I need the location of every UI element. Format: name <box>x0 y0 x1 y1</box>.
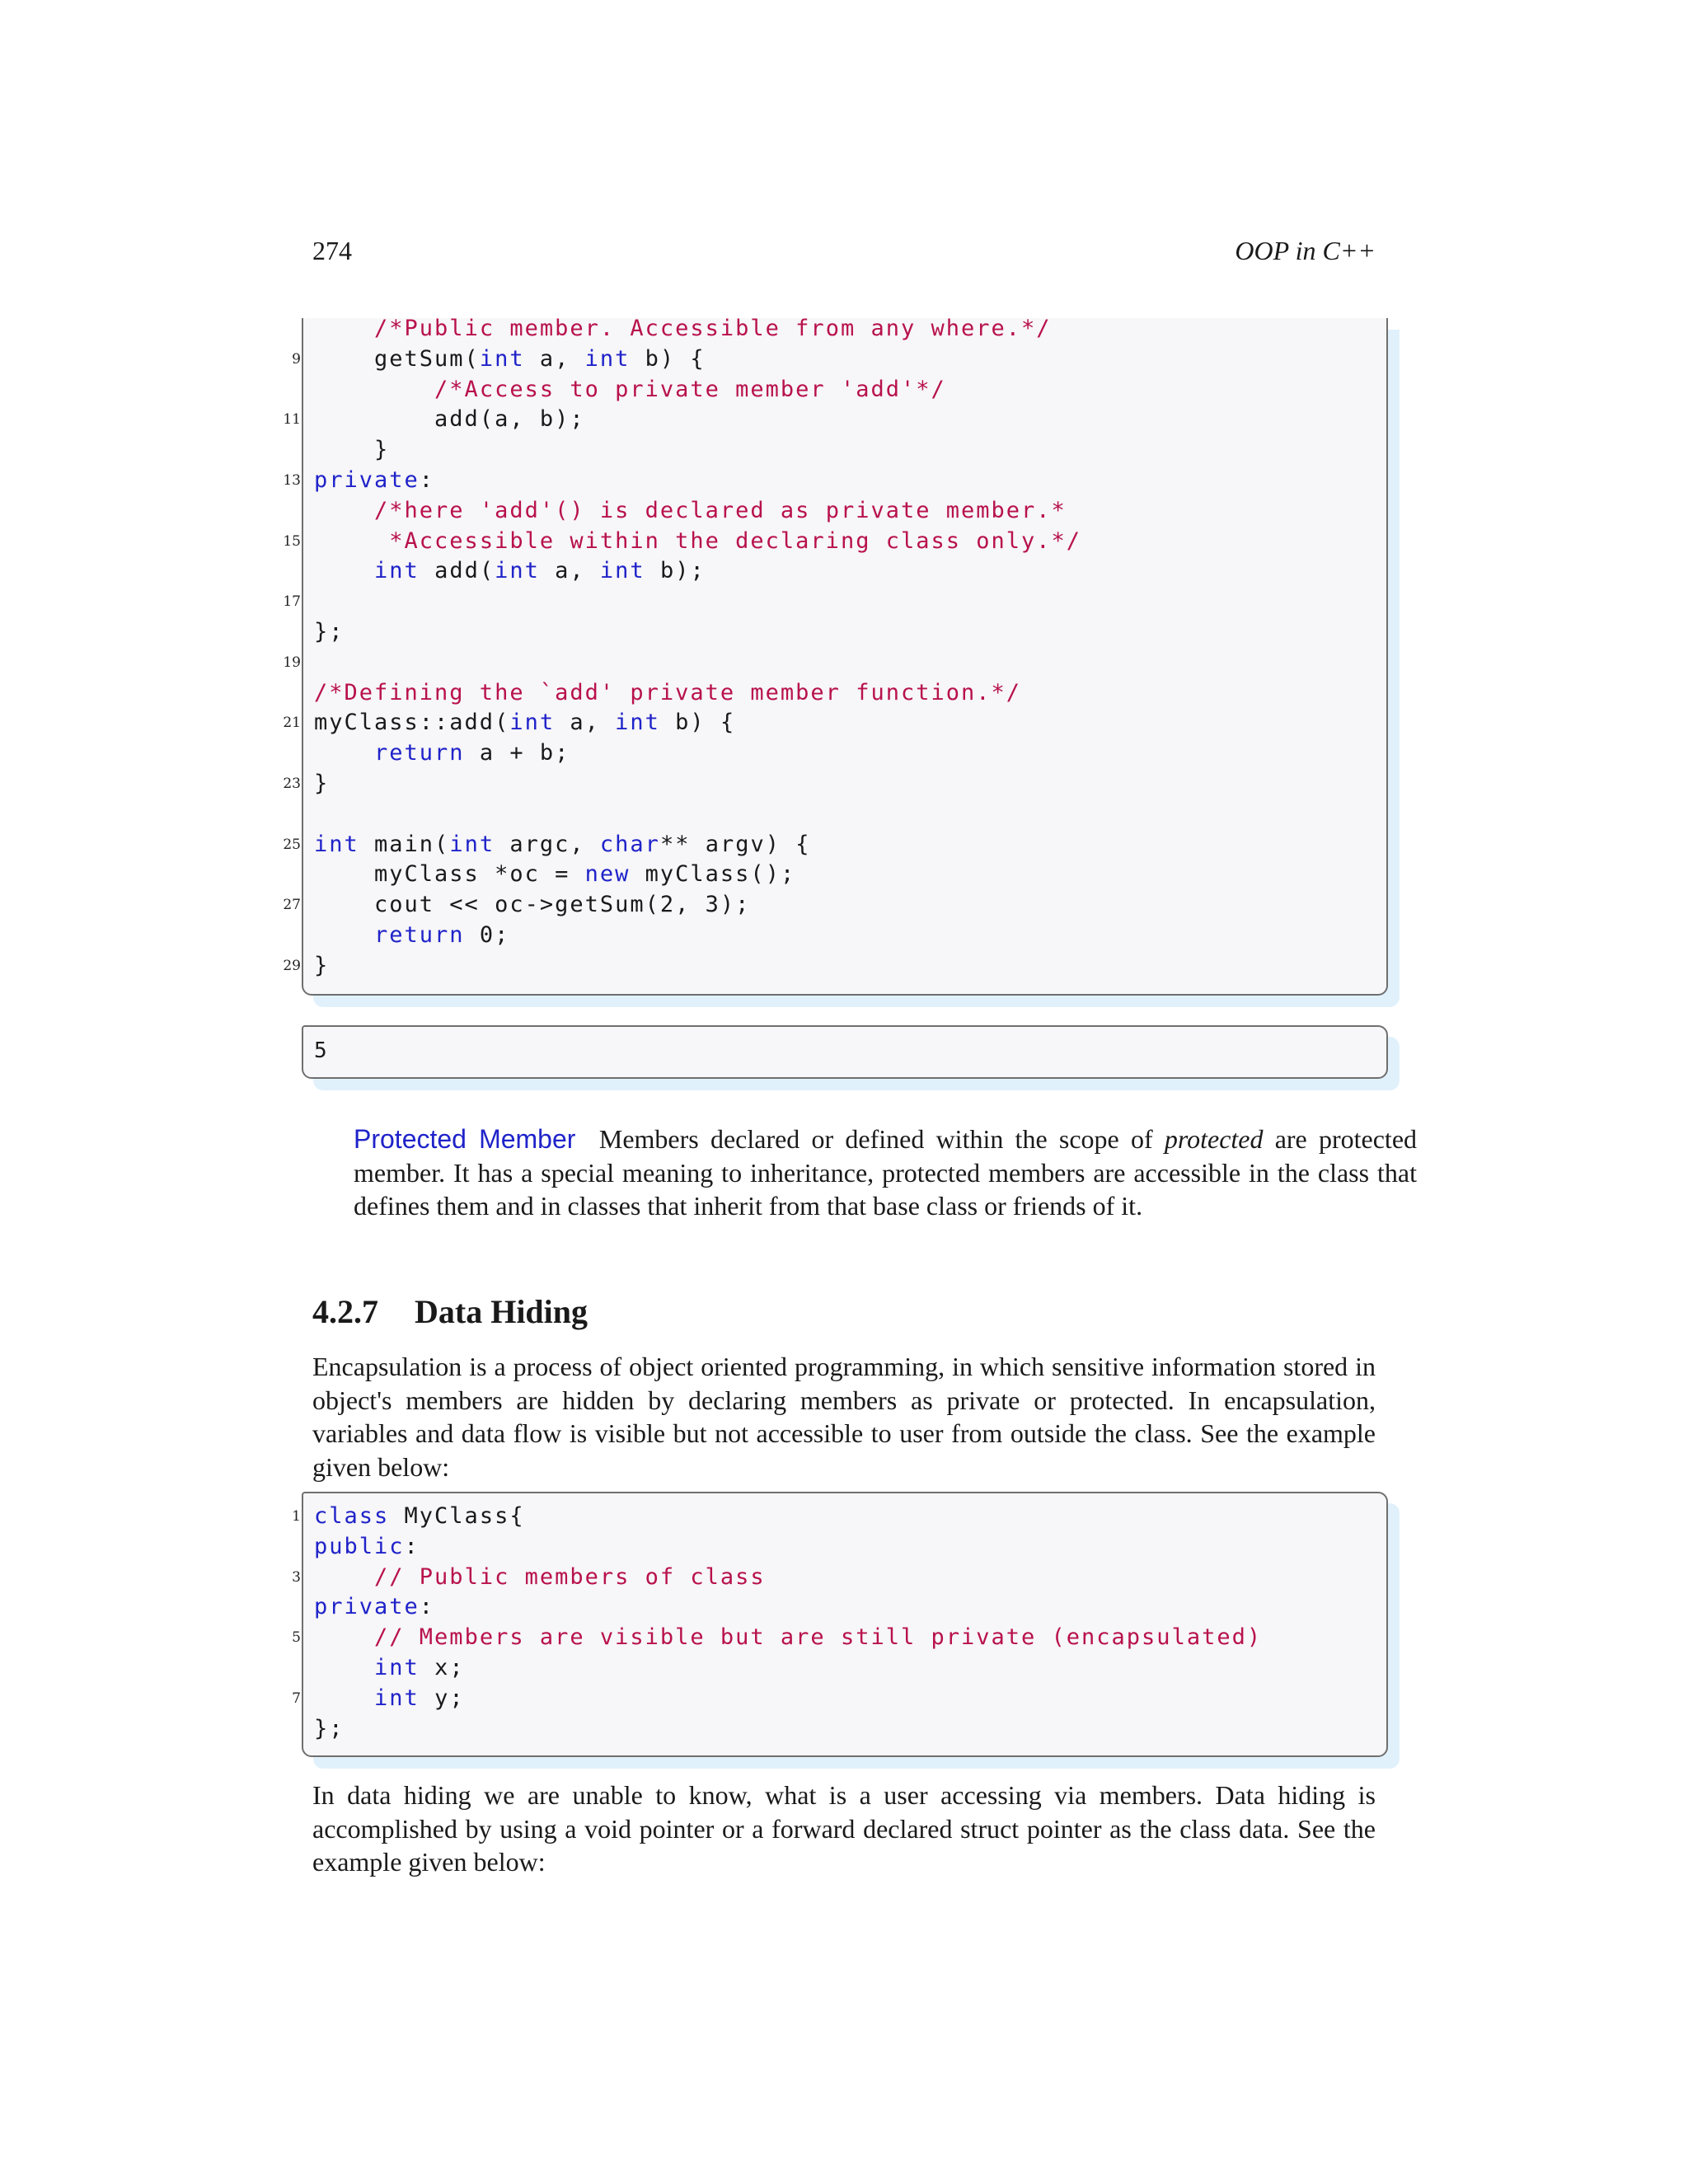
code-line <box>314 1532 1262 1563</box>
code-text <box>314 528 389 554</box>
code-text <box>314 740 374 766</box>
code-text <box>314 1655 374 1680</box>
code-line <box>292 344 1081 375</box>
code-text: x; <box>419 1654 465 1680</box>
code-keyword: private <box>314 466 420 493</box>
code-text <box>314 1564 374 1590</box>
code-text <box>314 922 374 948</box>
code-line <box>314 799 1081 830</box>
code-comment: /*Access to private member 'add'*/ <box>434 376 946 402</box>
code-keyword: int <box>314 831 359 857</box>
code-text: add( <box>419 558 495 584</box>
code-line <box>314 678 1081 709</box>
code-line <box>283 951 1081 982</box>
code-text: a, <box>555 710 616 736</box>
code-text: a, <box>539 558 600 584</box>
code-text <box>314 498 374 523</box>
code-text: }; <box>314 1715 345 1741</box>
code-line <box>283 466 1081 496</box>
code-text: ** argv) { <box>659 831 811 857</box>
code-line <box>283 648 1081 678</box>
code-comment: // Members are visible but are still private (encapsulated) <box>374 1624 1263 1651</box>
line-number: 11 <box>283 411 301 429</box>
code-keyword: int <box>495 558 540 584</box>
code-keyword: int <box>374 558 420 584</box>
line-number: 1 <box>292 1508 301 1525</box>
line-number: 5 <box>292 1629 301 1647</box>
code-text: : <box>419 466 435 493</box>
code-line <box>283 769 1081 799</box>
line-number: 7 <box>292 1690 301 1707</box>
code-line <box>292 1563 1262 1593</box>
line-number: 3 <box>292 1568 301 1586</box>
code-keyword: int <box>615 710 660 736</box>
line-number: 19 <box>283 654 301 671</box>
code-text: b); <box>645 558 706 584</box>
protected-member-paragraph <box>312 1122 1417 1223</box>
code-keyword: int <box>584 345 631 372</box>
run-in-heading: Protected Member <box>354 1124 576 1154</box>
code-text: } <box>314 770 330 796</box>
code-text: b) { <box>659 710 736 736</box>
closing-paragraph: In data hiding we are unable to know, what is a user accessing via members. Data hiding is accomplished by using a void pointer or a forward declared struct pointer as the class data. See the example given below: <box>312 1780 1376 1877</box>
code-keyword: public <box>314 1533 405 1559</box>
code-line <box>314 860 1081 890</box>
code-text <box>314 377 434 402</box>
code-text: }; <box>314 618 345 644</box>
code-text: getSum( <box>314 345 480 372</box>
code-text: 0; <box>464 921 510 948</box>
line-number: 15 <box>283 532 301 550</box>
code-text: argc, <box>495 831 600 857</box>
code-keyword: int <box>449 831 495 857</box>
line-number: 25 <box>283 836 301 853</box>
code-text: MyClass{ <box>389 1503 525 1529</box>
code-line <box>283 527 1082 557</box>
code-line <box>283 587 1081 617</box>
code-text: : <box>419 1594 435 1620</box>
code-line <box>283 405 1081 435</box>
code-line <box>314 496 1081 527</box>
line-number: 13 <box>283 471 301 489</box>
code-line <box>314 1714 1262 1745</box>
code-comment: /*here 'add'() is declared as private member.* <box>374 497 1067 523</box>
code-comment: /*Defining the `add' private member function.*/ <box>314 679 1022 705</box>
code-line <box>292 1684 1262 1714</box>
code-line <box>314 435 1081 466</box>
line-number: 17 <box>283 593 301 611</box>
code-line <box>283 890 1081 921</box>
code-keyword: int <box>479 345 525 372</box>
code-listing <box>283 314 1082 982</box>
line-number: 27 <box>283 897 301 914</box>
code-line <box>314 314 1081 344</box>
code-comment: /*Public member. Accessible from any where.*/ <box>374 316 1052 341</box>
code-keyword: new <box>584 861 631 888</box>
code-keyword: int <box>509 710 556 736</box>
code-text: y; <box>419 1685 465 1711</box>
code-keyword: class <box>314 1503 390 1529</box>
section-intro-paragraph: Encapsulation is a process of object oriented programming, in which sensitive information stored in object's members are hidden by declaring members as private or protected. In encapsulation, variables and data flow is visible but not accessible to user from outside the class. See the example given below: <box>312 1352 1376 1482</box>
code-text: a, <box>524 345 585 372</box>
page-number: 274 <box>312 236 352 265</box>
code-text: a + b; <box>464 740 570 766</box>
code-keyword: return <box>374 921 465 948</box>
code-comment: // Public members of class <box>374 1563 766 1590</box>
code-text <box>314 558 374 583</box>
code-line <box>283 708 1081 738</box>
code-line <box>314 375 1081 405</box>
code-line <box>314 1592 1262 1623</box>
code-line <box>314 556 1081 587</box>
section-heading <box>312 1292 588 1331</box>
line-number: 21 <box>283 715 301 732</box>
code-keyword: return <box>374 740 465 766</box>
code-text: } <box>314 437 390 463</box>
code-line <box>283 830 1081 860</box>
paragraph-text: are protected member. It has a special meaning to inheritance, protected members are accessible in the class that defines them and in classes that inherit from that base class or friends of it. <box>354 1124 1418 1221</box>
code-line <box>314 617 1081 648</box>
running-header <box>312 236 1376 272</box>
code-text: myClass *oc = <box>314 861 585 888</box>
running-title: OOP in C++ <box>1235 236 1376 265</box>
code-text: add(a, b); <box>314 406 585 433</box>
code-line <box>292 1502 1262 1532</box>
code-text: b) { <box>630 345 706 372</box>
code-text <box>314 1624 374 1650</box>
code-keyword: int <box>374 1654 420 1680</box>
code-text: myClass::add( <box>314 710 510 736</box>
paragraph-text: Members declared or defined within the scope of <box>598 1124 1165 1154</box>
emphasis-text: protected <box>1164 1124 1264 1154</box>
code-listing <box>292 1502 1263 1744</box>
line-number: 23 <box>283 775 301 792</box>
output-box <box>302 1025 1388 1079</box>
code-text: cout << oc->getSum(2, 3); <box>314 892 751 918</box>
code-text: } <box>314 952 330 978</box>
code-line <box>314 1653 1262 1684</box>
code-text: main( <box>359 831 450 857</box>
code-comment: *Accessible within the declaring class only.*/ <box>389 527 1082 554</box>
code-keyword: char <box>599 831 660 857</box>
line-number: 9 <box>292 350 301 368</box>
section-title: Data Hiding <box>415 1293 588 1330</box>
code-text: : <box>404 1533 420 1559</box>
section-number: 4.2.7 <box>312 1293 378 1330</box>
code-keyword: int <box>374 1685 420 1711</box>
code-line <box>314 738 1081 769</box>
code-text: myClass(); <box>630 861 796 888</box>
output-text: 5 <box>314 1038 327 1063</box>
code-text <box>314 1685 374 1711</box>
line-number: 29 <box>283 957 301 974</box>
code-text <box>314 316 374 341</box>
code-keyword: private <box>314 1594 420 1620</box>
code-keyword: int <box>599 558 645 584</box>
code-line <box>314 921 1081 951</box>
code-line <box>292 1623 1263 1653</box>
